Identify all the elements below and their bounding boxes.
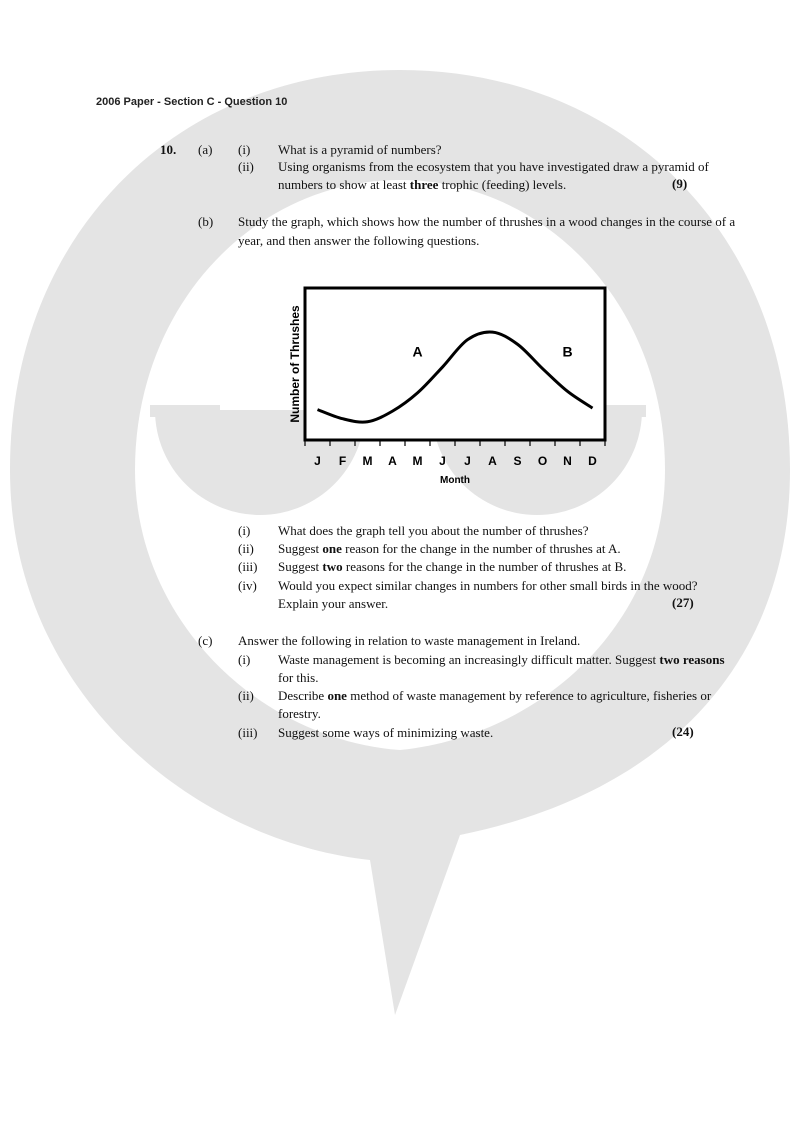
x-tick-label: S	[513, 454, 522, 468]
item-number: (iii)	[238, 725, 258, 740]
marks-c: (24)	[672, 724, 694, 739]
part-c-label: (c)	[198, 633, 213, 648]
question-text: Suggest two reasons for the change in the number of thrushes at B.	[278, 559, 627, 574]
item-number: (iii)	[238, 559, 258, 574]
x-tick-label: D	[588, 454, 597, 468]
x-tick-label: J	[314, 454, 321, 468]
part-c-intro: Answer the following in relation to waste management in Ireland.	[238, 633, 581, 648]
x-tick-label: A	[488, 454, 497, 468]
question-number: 10.	[160, 142, 177, 157]
item-number: (i)	[238, 652, 251, 667]
item-number: (i)	[238, 523, 251, 538]
question-text: numbers to show at least three trophic (feeding) levels.	[278, 177, 567, 192]
question-text: forestry.	[278, 706, 321, 721]
x-tick-label: O	[537, 454, 548, 468]
item-number: (ii)	[238, 541, 254, 556]
question-text: What is a pyramid of numbers?	[278, 142, 442, 157]
x-tick-label: A	[388, 454, 397, 468]
plot-frame	[305, 288, 605, 440]
part-b-label: (b)	[198, 214, 214, 229]
x-tick-label: J	[439, 454, 446, 468]
question-text: What does the graph tell you about the number of thrushes?	[278, 523, 589, 538]
item-number: (ii)	[238, 688, 254, 703]
marks-a: (9)	[672, 176, 688, 191]
page-header: 2006 Paper - Section C - Question 10	[96, 96, 288, 108]
item-number: (i)	[238, 142, 251, 157]
item-number: (iv)	[238, 578, 257, 593]
question-text: Using organisms from the ecosystem that you have investigated draw a pyramid of	[278, 159, 709, 174]
part-a-label: (a)	[198, 142, 213, 157]
part-b-intro: year, and then answer the following questions.	[238, 233, 480, 248]
x-tick-label: F	[338, 454, 347, 468]
question-text: Waste management is becoming an increasingly difficult matter. Suggest two reasons	[278, 652, 725, 667]
question-text: Explain your answer.	[278, 596, 389, 611]
question-text: Would you expect similar changes in numbers for other small birds in the wood?	[278, 578, 698, 593]
x-tick-label: M	[412, 454, 423, 468]
item-number: (ii)	[238, 159, 254, 174]
thrush-line-chart	[280, 280, 620, 490]
question-text: Suggest some ways of minimizing waste.	[278, 725, 494, 740]
y-axis-title: Number of Thrushes	[288, 305, 302, 423]
x-axis-title: Month	[440, 475, 470, 486]
marks-b: (27)	[672, 595, 694, 610]
annotation-label: B	[562, 343, 573, 360]
annotation-label: A	[412, 343, 423, 360]
question-text: for this.	[278, 670, 319, 685]
x-tick-label: J	[464, 454, 471, 468]
part-b-intro: Study the graph, which shows how the number of thrushes in a wood changes in the course of a	[238, 214, 736, 229]
x-tick-label: N	[563, 454, 572, 468]
x-tick-label: M	[362, 454, 373, 468]
question-text: Describe one method of waste management by reference to agriculture, fisheries or	[278, 688, 712, 703]
question-text: Suggest one reason for the change in the number of thrushes at A.	[278, 541, 621, 556]
